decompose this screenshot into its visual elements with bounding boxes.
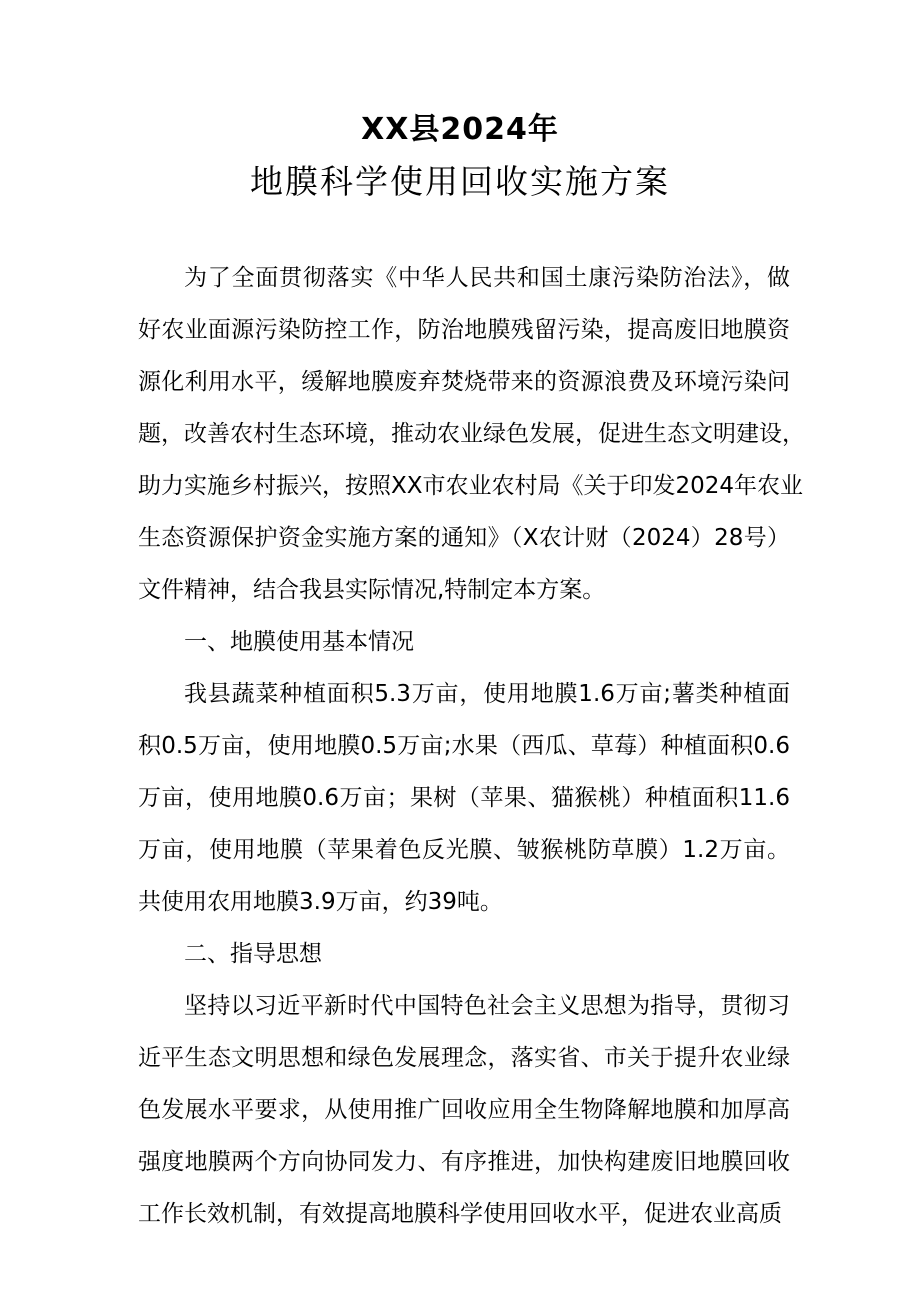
document-title-line2: 地膜科学使用回收实施方案 [250, 162, 670, 201]
text-line: 一、地膜使用基本情况 [184, 629, 414, 655]
text-line: 坚持以习近平新时代中国特色社会主义思想为指导，贯彻习 [184, 993, 790, 1019]
text-line: 为了全面贯彻落实《中华人民共和国土康污染防治法》，做 [184, 265, 790, 291]
text-line: 近平生态文明思想和绿色发展理念，落实省、市关于提升农业绿 [138, 1045, 790, 1071]
text-line: 色发展水平要求，从使用推广回收应用全生物降解地膜和加厚高 [138, 1097, 790, 1123]
section-heading [138, 928, 790, 980]
document-title-line1: XX县2024年 [361, 112, 559, 147]
text-line: 万亩，使用地膜0.6万亩；果树（苹果、猫猴桃）种植面积11.6 [138, 785, 790, 811]
text-line: 题，改善农村生态环境，推动农业绿色发展，促进生态文明建设， [138, 421, 805, 447]
text-line: 助力实施乡村振兴，按照XX市农业农村局《关于印发2024年农业 [138, 473, 804, 499]
text-line: 生态资源保护资金实施方案的通知》（X农计财（2024）28号） [138, 525, 790, 551]
text-line: 积0.5万亩，使用地膜0.5万亩;水果（西瓜、草莓）种植面积0.6 [138, 733, 790, 759]
text-line: 好农业面源污染防控工作，防治地膜残留污染，提高废旧地膜资 [138, 317, 790, 343]
paragraph [138, 668, 790, 928]
text-line: 我县蔬菜种植面积5.3万亩，使用地膜1.6万亩;薯类种植面 [184, 681, 790, 707]
text-line: 强度地膜两个方向协同发力、有序推进，加快构建废旧地膜回收 [138, 1149, 790, 1175]
paragraph [138, 252, 805, 616]
text-line: 源化利用水平，缓解地膜废弃焚烧带来的资源浪费及环境污染问 [138, 369, 790, 395]
text-line: 共使用农用地膜3.9万亩，约39吨。 [138, 889, 503, 915]
text-line: 工作长效机制，有效提高地膜科学使用回收水平，促进农业高质 [138, 1201, 782, 1227]
document-body [138, 252, 805, 1240]
text-line: 万亩，使用地膜（苹果着色反光膜、皱猴桃防草膜）1.2万亩。 [138, 837, 790, 863]
text-line: 文件精神，结合我县实际情况,特制定本方案。 [138, 577, 606, 603]
text-line: 二、指导思想 [184, 941, 322, 967]
paragraph [138, 980, 790, 1240]
section-heading [138, 616, 790, 668]
